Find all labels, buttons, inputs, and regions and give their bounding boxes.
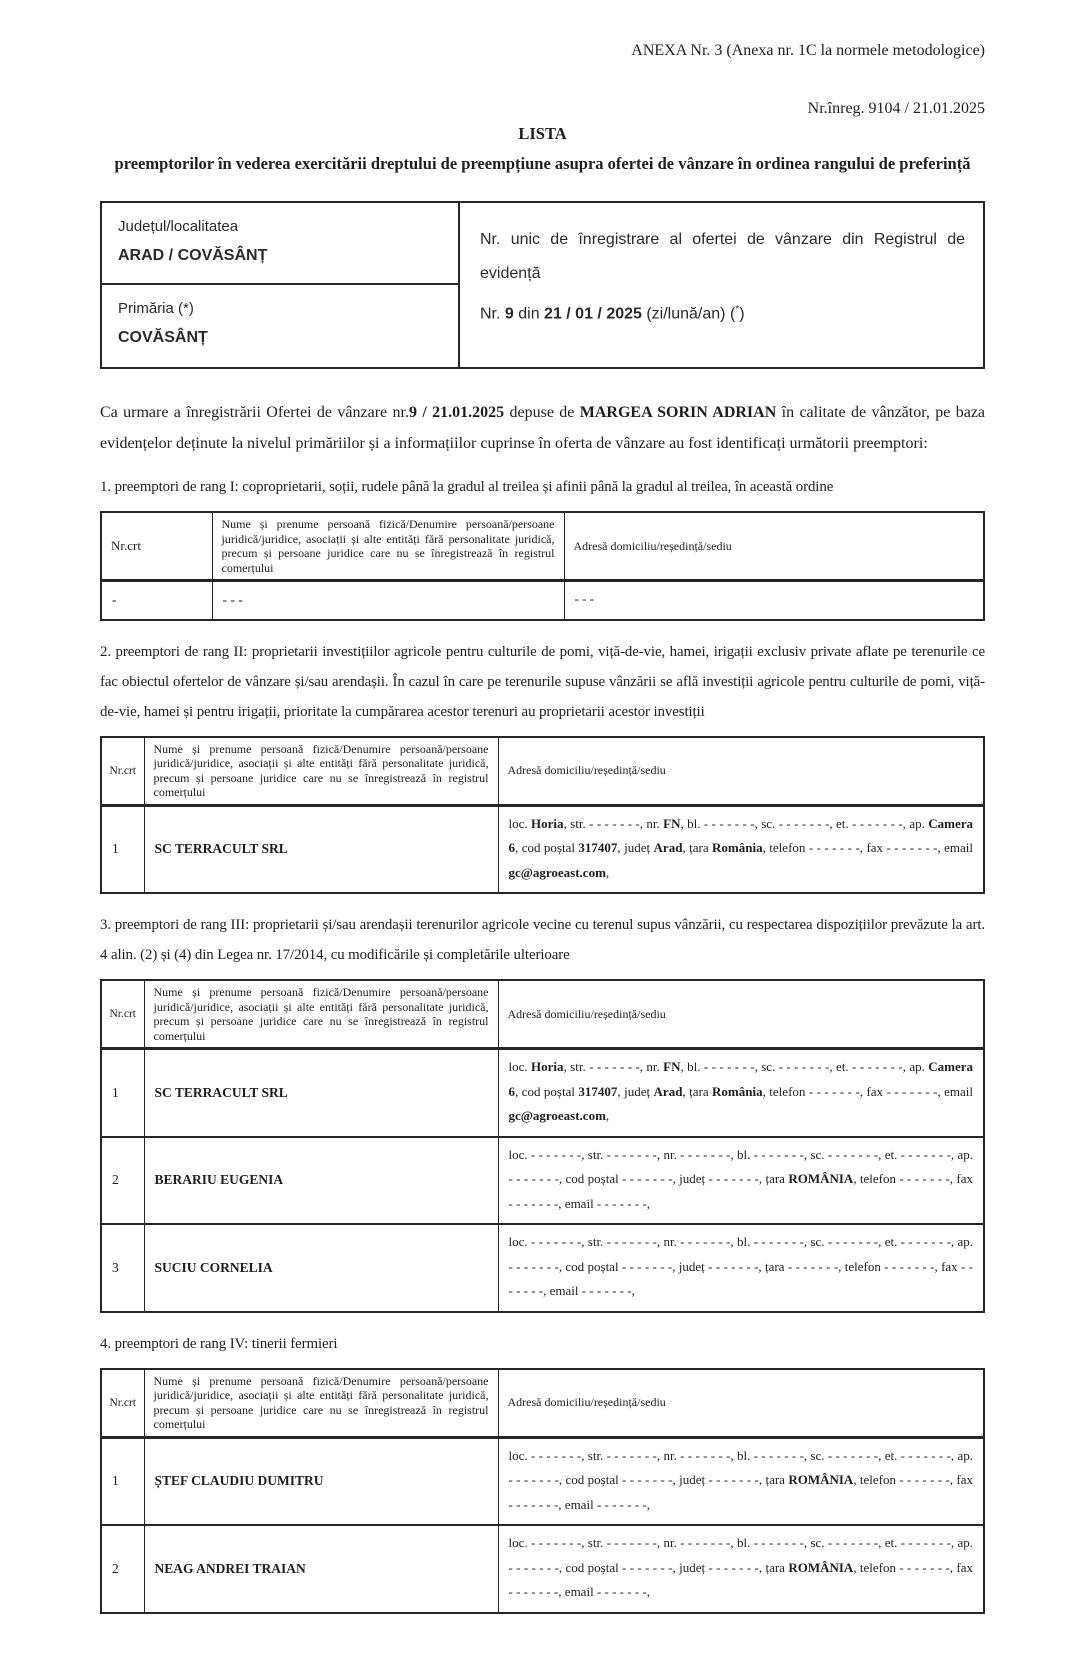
mayor-label: Primăria (*) — [118, 300, 194, 317]
text-segment: Arad — [653, 1083, 683, 1099]
text-segment: * — [735, 304, 740, 315]
section-heading: 2. preemptori de rang II: proprietarii investițiilor agricole pentru culturile de pomi, viță-de-vie, hamei, irigații exclusiv private aflate pe terenurile ce fac obiectul ofertelor de vânzare și/sau arendașii. În cazul în care pe terenurile supuse vânzării se află investiții agricole pentru culturile de pomi, viță-de-vie, hamei și pentru irigații, prioritate la cumpărarea acestor terenuri au proprietarii acestor investiții — [100, 643, 985, 720]
cell-nr: 2 — [101, 1525, 144, 1613]
registration-number: Nr.înreg. 9104 / 21.01.2025 — [807, 100, 985, 117]
text-segment: 21 / 01 / 2025 — [544, 305, 642, 323]
text-segment: , telefon - - - - - - -, fax - - - - - - -, email — [762, 1083, 974, 1099]
text-segment: loc. — [508, 1059, 532, 1074]
text-segment: , bl. - - - - - - -, sc. - - - - - - -, et. - - - - - - -, ap. — [680, 815, 929, 831]
text-segment: loc. - - - - - - -, str. - - - - - - -, nr. - - - - - - -, bl. - - - - - - -, sc. - - - - - - -, et. - - - - - - -, ap. - - - - - - -, cod poștal - - - - - - -, județ - - - - - - -, țara - - - - - - -, telefon - - - - - - -, fax - - - - - - -, email - - - - - - -, — [508, 1234, 973, 1298]
county-label: Județul/localitatea — [118, 218, 239, 235]
mayor-value: COVĂSÂNȚ — [118, 329, 208, 346]
rank-table — [100, 511, 985, 621]
table-header-row — [101, 1369, 984, 1438]
text-segment: , telefon - - - - - - -, fax - - - - - - -, email - - - - - - -, — [508, 1559, 973, 1599]
text-segment: MARGEA SORIN ADRIAN — [579, 404, 777, 421]
header-name: Nume și prenume persoană fizică/Denumire persoană/persoane juridică/juridice, asociații și alte entități fără personalitate juridică, precum și persoane juridice care nu se înregistrează în registrul comerțului — [144, 980, 498, 1049]
text-segment: gc@agroeast.com — [508, 1108, 606, 1123]
header-address: Adresă domiciliu/reședință/sediu — [564, 512, 984, 581]
section-heading: 4. preemptori de rang IV: tinerii fermieri — [100, 1335, 338, 1352]
table-row — [101, 1049, 984, 1137]
text-segment: ARAD — [118, 247, 165, 264]
text-segment: 9 / 21.01.2025 — [408, 404, 505, 421]
header-address: Adresă domiciliu/reședință/sediu — [498, 737, 984, 806]
text-segment: / — [164, 247, 178, 264]
document-title: LISTA — [518, 124, 567, 143]
header-name: Nume și prenume persoană fizică/Denumire persoană/persoane juridică/juridice, asociații și alte entități fără personalitate juridică, precum și persoane juridice care nu se înregistrează în registrul comerțului — [212, 512, 564, 581]
section — [100, 910, 985, 1313]
text-segment: , telefon - - - - - - -, fax - - - - - - -, email - - - - - - -, — [508, 1472, 973, 1512]
text-segment: , cod poștal — [515, 1083, 579, 1099]
header-name: Nume și prenume persoană fizică/Denumire persoană/persoane juridică/juridice, asociații și alte entități fără personalitate juridică, precum și persoane juridice care nu se înregistrează în registrul comerțului — [144, 737, 498, 806]
text-segment: Horia — [531, 1059, 564, 1074]
table-header-row — [101, 512, 984, 581]
cell-address — [498, 1137, 984, 1225]
text-segment: , bl. - - - - - - -, sc. - - - - - - -, et. - - - - - - -, ap. — [680, 1059, 929, 1074]
text-segment: ROMÂNIA — [788, 1472, 854, 1487]
rank-table — [100, 979, 985, 1313]
text-segment: , județ — [617, 840, 654, 855]
intro-paragraph — [100, 397, 985, 459]
section-heading: 3. preemptori de rang III: proprietarii și/sau arendașii terenurilor agricole vecine cu terenul supus vânzării, cu respectarea dispozițiilor prevăzute la art. 4 alin. (2) și (4) din Legea nr. 17/2014, cu modificările și completările ulterioare — [100, 917, 985, 963]
text-segment: Camera 6 — [508, 815, 973, 855]
cell-name: BERARIU EUGENIA — [144, 1137, 498, 1225]
text-segment: loc. — [508, 815, 532, 831]
text-segment: , — [605, 1108, 610, 1123]
cell-name: ȘTEF CLAUDIU DUMITRU — [144, 1437, 498, 1525]
text-segment: în calitate de vânzător, pe baza evidențelor deținute la nivelul primăriilor și a informațiilor cuprinse în oferta de vânzare au fost identificați următorii preemptori: — [100, 404, 986, 452]
header-nr: Nr.crt — [101, 512, 212, 581]
cell-nr: 1 — [101, 1049, 144, 1137]
annex-note: ANEXA Nr. 3 (Anexa nr. 1C la normele metodologice) — [631, 42, 985, 59]
header-nr: Nr.crt — [101, 737, 144, 806]
cell-address — [498, 1437, 984, 1525]
cell-address — [498, 1049, 984, 1137]
header-nr: Nr.crt — [101, 1369, 144, 1438]
cell-address — [498, 1525, 984, 1613]
table-header-row — [101, 980, 984, 1049]
text-segment: Nr. — [480, 305, 505, 323]
table-row — [101, 1525, 984, 1613]
rank-table — [100, 736, 985, 895]
text-segment: ROMÂNIA — [788, 1171, 854, 1186]
unique-registration-label: Nr. unic de înregistrare al ofertei de vânzare din Registrul de evidență — [480, 231, 965, 282]
text-segment: , județ — [617, 1083, 654, 1099]
cell-nr: 1 — [101, 805, 144, 893]
text-segment: 317407 — [578, 840, 618, 855]
text-segment: , țara — [682, 1083, 713, 1099]
county-cell — [102, 203, 460, 285]
text-segment: COVĂSÂNȚ — [177, 247, 268, 264]
info-box — [100, 201, 985, 369]
cell-address — [498, 1224, 984, 1312]
text-segment: Arad — [653, 840, 683, 855]
text-segment: ) — [739, 305, 745, 323]
table-row — [101, 1137, 984, 1225]
table-header-row — [101, 737, 984, 806]
text-segment: gc@agroeast.com — [508, 864, 606, 880]
header-nr: Nr.crt — [101, 980, 144, 1049]
table-row — [101, 581, 984, 620]
cell-name: - - - — [212, 581, 564, 620]
text-segment: FN — [663, 815, 681, 831]
text-segment: , — [605, 864, 610, 880]
document-subtitle: preemptorilor în vederea exercitării dreptului de preempțiune asupra ofertei de vânzare în ordinea rangului de preferință — [114, 154, 971, 173]
section — [100, 472, 985, 621]
registration-entry — [480, 295, 965, 329]
section — [100, 637, 985, 895]
section — [100, 1329, 985, 1614]
text-segment: România — [712, 1083, 763, 1099]
text-segment: 9 — [504, 305, 514, 323]
text-segment: Horia — [531, 815, 564, 831]
sections — [100, 472, 985, 1614]
mayor-cell — [102, 285, 460, 367]
table-row — [101, 1224, 984, 1312]
text-segment: FN — [663, 1059, 681, 1074]
text-segment: din — [513, 305, 545, 323]
text-segment: , telefon - - - - - - -, fax - - - - - - -, email - - - - - - -, — [508, 1171, 973, 1211]
text-segment: - - - — [574, 591, 594, 606]
text-segment: , țara — [682, 840, 713, 855]
header-address: Adresă domiciliu/reședință/sediu — [498, 980, 984, 1049]
rank-table — [100, 1368, 985, 1614]
cell-nr: 2 — [101, 1137, 144, 1225]
text-segment: , str. - - - - - - -, nr. — [563, 1059, 664, 1074]
table-row — [101, 1437, 984, 1525]
header-address: Adresă domiciliu/reședință/sediu — [498, 1369, 984, 1438]
text-segment: (zi/lună/an) ( — [641, 305, 736, 323]
cell-name: NEAG ANDREI TRAIAN — [144, 1525, 498, 1613]
cell-name: SC TERRACULT SRL — [144, 1049, 498, 1137]
cell-address — [564, 581, 984, 620]
cell-nr: 1 — [101, 1437, 144, 1525]
cell-name: SUCIU CORNELIA — [144, 1224, 498, 1312]
cell-name: SC TERRACULT SRL — [144, 805, 498, 893]
text-segment: , cod poștal — [515, 840, 579, 855]
cell-address — [498, 805, 984, 893]
text-segment: depuse de — [504, 404, 580, 421]
text-segment: Camera 6 — [508, 1059, 973, 1099]
section-heading: 1. preemptori de rang I: coproprietarii, soții, rudele până la gradul al treilea și afinii până la gradul al treilea, în această ordine — [100, 479, 834, 495]
county-value — [118, 241, 444, 271]
text-segment: , telefon - - - - - - -, fax - - - - - - -, email — [762, 840, 974, 855]
text-segment: loc. - - - - - - -, str. - - - - - - -, nr. - - - - - - -, bl. - - - - - - -, sc. - - - - - - -, et. - - - - - - -, ap. - - - - - - -, cod poștal - - - - - - -, județ - - - - - - -, țara — [508, 1447, 973, 1487]
cell-nr: 3 — [101, 1224, 144, 1312]
header-name: Nume și prenume persoană fizică/Denumire persoană/persoane juridică/juridice, asociații și alte entități fără personalitate juridică, precum și persoane juridice care nu se înregistrează în registrul comerțului — [144, 1369, 498, 1438]
table-row — [101, 805, 984, 893]
text-segment: loc. - - - - - - -, str. - - - - - - -, nr. - - - - - - -, bl. - - - - - - -, sc. - - - - - - -, et. - - - - - - -, ap. - - - - - - -, cod poștal - - - - - - -, județ - - - - - - -, țara — [508, 1146, 973, 1186]
text-segment: România — [712, 840, 763, 855]
text-segment: 317407 — [578, 1083, 618, 1099]
cell-nr: - — [101, 581, 212, 620]
text-segment: ROMÂNIA — [788, 1559, 854, 1575]
text-segment: loc. - - - - - - -, str. - - - - - - -, nr. - - - - - - -, bl. - - - - - - -, sc. - - - - - - -, et. - - - - - - -, ap. - - - - - - -, cod poștal - - - - - - -, județ - - - - - - -, țara — [508, 1535, 973, 1575]
text-segment: Ca urmare a înregistrării Ofertei de vânzare nr. — [100, 404, 409, 421]
registration-cell — [460, 203, 983, 367]
text-segment: , str. - - - - - - -, nr. — [563, 815, 664, 831]
